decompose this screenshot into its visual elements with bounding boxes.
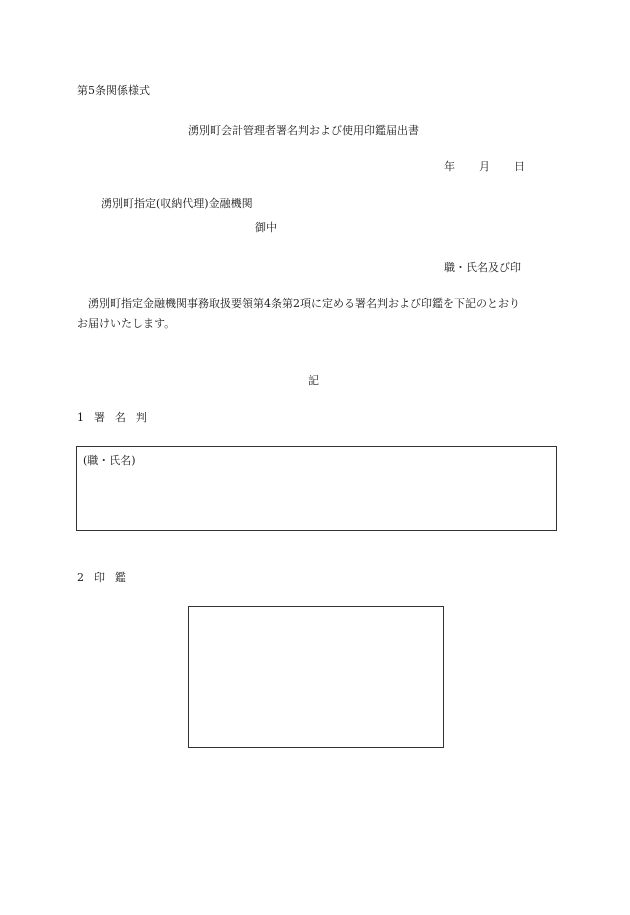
date-line	[444, 160, 525, 174]
body-text-line2: お届けいたします。	[77, 317, 176, 330]
recipient-institution: 湧別町指定(収納代理)金融機関	[101, 197, 253, 210]
body-text-line1: 湧別町指定金融機関事務取扱要領第4条第2項に定める署名判および印鑑を下記のとおり	[88, 297, 520, 310]
ki-heading: 記	[308, 374, 319, 387]
section1-heading	[77, 411, 157, 425]
sender-line: 職・氏名及び印	[444, 261, 521, 274]
recipient-honorific: 御中	[255, 221, 277, 234]
section1-number: 1	[77, 411, 84, 424]
date-month: 月	[479, 160, 490, 173]
section2-number: 2	[77, 571, 84, 584]
section2-title: 印鑑	[94, 571, 136, 584]
date-year: 年	[444, 160, 455, 173]
section1-title: 署名判	[94, 411, 157, 424]
date-day: 日	[514, 160, 525, 173]
seal-impression-box	[188, 606, 444, 748]
signature-box-label: (職・氏名)	[83, 454, 136, 467]
section2-heading	[77, 571, 136, 585]
form-number: 第5条関係様式	[77, 84, 150, 97]
document-title: 湧別町会計管理者署名判および使用印鑑届出書	[188, 124, 419, 137]
signature-stamp-box	[76, 446, 557, 531]
